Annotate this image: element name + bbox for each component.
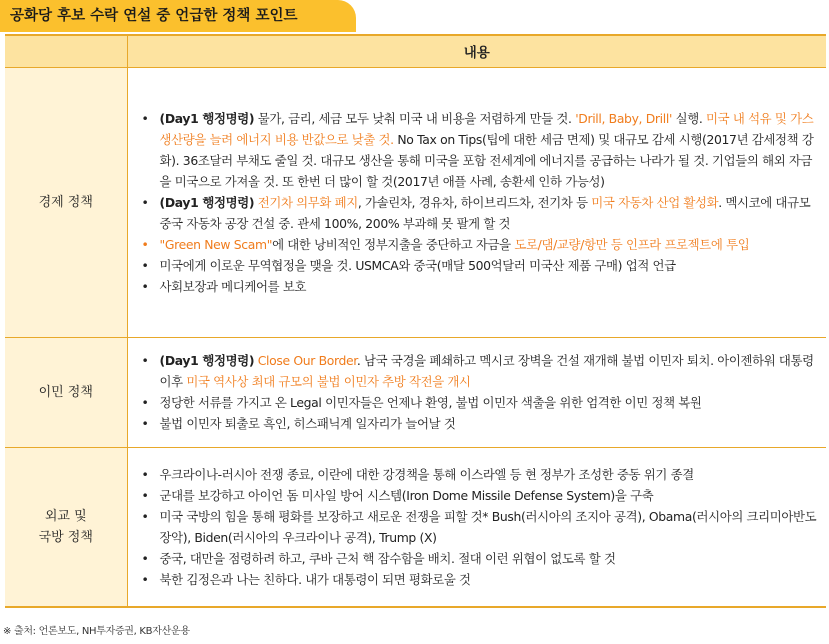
topic-cell [5, 337, 127, 447]
topic-label: 국방 정책 [38, 529, 93, 545]
body-text: 불법 이민자 퇴출로 흑인, 히스패닉계 일자리가 늘어날 것 [159, 416, 456, 431]
source-note: ※ 출처: 언론보도, NH투자증권, KB자산운용 [3, 626, 190, 637]
highlight-text: 전기차 의무화 폐지 [257, 194, 358, 210]
content-cell [127, 67, 826, 337]
table-row [5, 447, 826, 607]
highlight-text: 'Drill, Baby, Drill' [575, 110, 673, 126]
body-text: 중국, 대만을 점령하려 하고, 쿠바 근처 핵 잠수함을 배치. 절대 이런 위협이 없도록 할 것 [159, 550, 616, 566]
topic-cell [5, 447, 127, 607]
header-content: 내용 [127, 35, 826, 67]
header-topic [5, 35, 127, 67]
body-text: 사회보장과 메디케어를 보호 [159, 278, 307, 294]
body-text: 북한 김정은과 나는 친하다. 내가 대통령이 되면 평화로울 것 [159, 571, 471, 587]
highlight-text: Close Our Border [257, 353, 357, 368]
body-text: , 가솔린차, 경유차, 하이브리드차, 전기차 등 [357, 194, 592, 210]
policy-table [5, 34, 826, 608]
body-text: . 남국 국경을 폐쇄하고 멕시코 장벽을 건설 재개해 불법 이민자 퇴치. 아이젠하워 대통령 이후 [159, 353, 814, 389]
bullet-list [138, 350, 819, 434]
table-title: 공화당 후보 수락 연설 중 언급한 정책 포인트 [0, 0, 356, 32]
body-text: 정당한 서류를 가지고 온 Legal 이민자들은 언제나 환영, 불법 이민자 색출을 위한 엄격한 이민 정책 복원 [159, 395, 702, 410]
list-item [138, 276, 819, 297]
body-text: No Tax on Tips(팁에 대한 세금 면제) 및 대규모 감세 시행(2017년 감세정책 강화). 36조달러 부채도 줄일 것. 대규모 생산을 통해 미국을 포함 전세계에 에너지를 공급하는 나라가 될 것. 기업들의 해외 자금을 미국으로 가져올 것. 또 한번 더 많이 할 것(2017년 애플 사례, 송환세 인하 가능성) [159, 131, 814, 189]
content-cell [127, 447, 826, 607]
topic-label: 이민 정책 [38, 384, 93, 400]
body-text: 물가, 금리, 세금 모두 낮춰 미국 내 비용을 저렴하게 만들 것. [254, 110, 576, 126]
bullet-list [138, 108, 819, 297]
body-text: . 멕시코에 대규모 중국 자동차 공장 건설 중. 관세 100%, 200% 부과해 못 팔게 할 것 [159, 194, 811, 231]
body-text: 우크라이나-러시아 전쟁 종료, 이란에 대한 강경책을 통해 이스라엘 등 현 정부가 조성한 중동 위기 종결 [159, 466, 694, 482]
highlight-text: 미국 역사상 최대 규모의 불법 이민자 추방 작전을 개시 [186, 374, 471, 389]
list-item [138, 392, 819, 413]
topic-label: 경제 정책 [38, 194, 93, 210]
body-text: 미국에게 이로운 무역협정을 맺을 것. USMCA와 중국(매달 500억달러 미국산 제품 구매) 업적 언급 [159, 257, 676, 273]
table-header-row [5, 35, 826, 67]
list-item [138, 350, 819, 392]
list-item [138, 569, 819, 590]
bold-label: (Day1 행정명령) [159, 353, 255, 368]
list-item [138, 234, 819, 255]
highlight-text: 미국 내 석유 및 가스 생산량을 늘려 에너지 비용 반값으로 낮출 것. [159, 110, 814, 147]
list-item [138, 506, 819, 548]
highlight-text: 미국 자동차 산업 활성화 [591, 194, 719, 210]
list-item [138, 108, 819, 192]
table-row [5, 67, 826, 337]
body-text: 실행. [672, 110, 707, 126]
bullet-list [138, 464, 819, 590]
table-row [5, 337, 826, 447]
list-item [138, 413, 819, 434]
bold-label: (Day1 행정명령) [159, 110, 255, 126]
body-text: 에 대한 낭비적인 정부지출을 중단하고 자금을 [272, 236, 515, 252]
body-text: 미국 국방의 힘을 통해 평화를 보장하고 새로운 전쟁을 피할 것* Bush(러시아의 조지아 공격), Obama(러시아의 크리미아반도 장악), Biden(러시아의 우크라이나 공격), Trump (X) [159, 508, 817, 545]
topic-cell [5, 67, 127, 337]
list-item [138, 485, 819, 506]
list-item [138, 548, 819, 569]
topic-label: 외교 및 [44, 508, 87, 524]
list-item [138, 255, 819, 276]
list-item [138, 192, 819, 234]
bold-label: (Day1 행정명령) [159, 194, 255, 210]
list-item [138, 464, 819, 485]
highlight-text: "Green New Scam" [159, 236, 273, 252]
body-text: 군대를 보강하고 아이언 돔 미사일 방어 시스템(Iron Dome Missile Defense System)을 구축 [159, 487, 654, 503]
highlight-text: 도로/댐/교량/항만 등 인프라 프로젝트에 투입 [514, 236, 750, 252]
content-cell [127, 337, 826, 447]
